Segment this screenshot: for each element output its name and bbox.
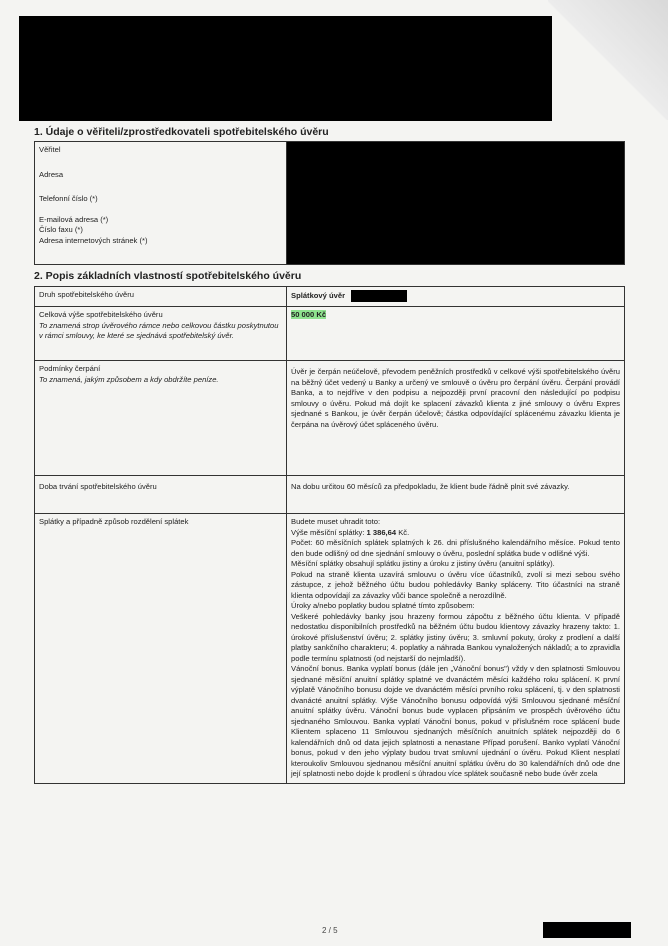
row-celkova <box>35 307 625 361</box>
label-telefon: Telefonní číslo (*) <box>39 194 98 203</box>
section1-heading: 1. Údaje o věřiteli/zprostředkovateli spotřebitelského úvěru <box>34 126 329 138</box>
row-doba-label: Doba trvání spotřebitelského úvěru <box>35 476 287 514</box>
page-fold <box>548 0 668 120</box>
redacted-header <box>19 16 552 121</box>
section2-table <box>34 286 625 784</box>
row-podminky-label-cell <box>35 361 287 476</box>
redacted-product <box>351 290 407 302</box>
row-celkova-label-cell <box>35 307 287 361</box>
label-email: E-mailová adresa (*) <box>39 214 109 224</box>
row-podminky-label: Podmínky čerpání <box>39 364 101 373</box>
row-druh-value: Splátkový úvěr <box>291 291 346 300</box>
row-podminky <box>35 361 625 476</box>
splatky-veskere: Veškeré pohledávky banky jsou hrazeny formou zápočtu z běžného účtu klienta. V případě nedostatku disponibilních prostředků na běžném účtu budou klientovy závazky hrazeny takto: 1. úrokové příslušenství úvěru; 2. splátky jistiny úvěru; 3. smluvní pokuty, úroky z prodlení a další platby sankčního charakteru; 4. poplatky a náhrada Bankou vynaložených nákladů; a to zpravidla podle termínu splatnosti (od nejstarší do nejmladší). <box>291 611 620 663</box>
page-number: 2 / 5 <box>322 926 338 935</box>
redacted-creditor-info <box>287 142 624 264</box>
redacted-footer <box>543 922 631 938</box>
splatky-mesicni: Měsíční splátky obsahují splátku jistiny a úroku z jistiny úvěru (anuitní splátky). <box>291 559 555 568</box>
label-adresa: Adresa <box>39 169 64 179</box>
row-druh-label: Druh spotřebitelského úvěru <box>35 287 287 307</box>
row-celkova-label: Celková výše spotřebitelského úvěru <box>39 310 163 319</box>
splatky-intro: Budete muset uhradit toto: <box>291 517 381 526</box>
row-splatky-value-cell <box>287 514 625 784</box>
splatky-pocet: Počet: 60 měsíčních splátek splatných k 26. dni příslušného kalendářního měsíce. Pokud tento den bude odlišný od dne sjednání smlouvy o úvěru, poslední splátka bude v odlišné výši. <box>291 538 620 558</box>
row-celkova-value: 50 000 Kč <box>291 310 327 319</box>
splatky-uroky: Úroky a/nebo poplatky budou splatné tímto způsobem: <box>291 601 475 610</box>
splatky-vanocni: Vánoční bonus. Banka vyplatí bonus (dále jen „Vánoční bonus") vždy v den splatnosti Smlouvou sjednané měsíční anuitní splátky splatné ve dvanáctém měsíci každého roku splácení. K první výplatě Vánočního bonusu dojde ve dvanáctém měsíci prvního roku splácení, tj. v den splatnosti dvanácté anuitní splátky. Výše Vánočního bonusu odpovídá výši Smlouvou sjednané měsíční anuitní splátky úvěru. Vánoční bonus bude vyplacen připsáním ve prospěch úvěrového účtu sjednaného Smlouvou. Banka vyplatí Vánoční bonus, pokud v příslušném roce splácení bude Klientem splaceno 11 Smlouvou sjednaných měsíčních anuitních splátek nejpozději do 6 kalendářních dnů od data jejich splatnosti a nenastane Případ porušení. Banko vyplatí Vánoční bonus, pokud v den jeho výplaty budou trvat smluvní ujednání o úvěru. Pokud Klient nesplatí kteroukoliv Smlouvou sjednanou měsíční anuitní splátku úvěru do 30 kalendářních dnů ode dne její splatnosti nebo dojde k prodlení s úhradou více splátek současně nebo bude úvěr zcela <box>291 664 620 778</box>
label-fax: Číslo faxu (*) <box>39 225 83 234</box>
splatky-pokud: Pokud na straně klienta uzavírá smlouvu o úvěru více účastníků, zvolí si mezi sebou svého zástupce, z jehož běžného účtu budou pohledávky Banky spláceny. Tito účastníci na straně klienta odpovídají za závazky vůči bance společně a nerozdílně. <box>291 569 620 600</box>
splatky-vyse: Výše měsíční splátky: 1 386,64 Kč. <box>291 527 410 537</box>
creditor-values-cell <box>287 142 625 265</box>
label-veritel: Věřitel <box>39 145 61 154</box>
section1-table <box>34 141 625 265</box>
row-splatky <box>35 514 625 784</box>
splatky-vyse-value: 1 386,64 <box>366 527 397 537</box>
row-celkova-value-cell <box>287 307 625 361</box>
row-podminky-note: To znamená, jakým způsobem a kdy obdržíte peníze. <box>39 374 219 384</box>
section2-heading: 2. Popis základních vlastností spotřebitelského úvěru <box>34 270 302 282</box>
creditor-labels-cell <box>35 142 287 265</box>
label-web: Adresa internetových stránek (*) <box>39 235 148 245</box>
row-druh-value-cell <box>287 287 625 307</box>
row-doba <box>35 476 625 514</box>
row-doba-value: Na dobu určitou 60 měsíců za předpokladu, že klient bude řádně plnit své závazky. <box>287 476 625 514</box>
row-celkova-note: To znamená strop úvěrového rámce nebo celkovou částku poskytnutou v rámci smlouvy, ke které se sjednává spotřebitelský úvěr. <box>39 320 279 340</box>
row-druh <box>35 287 625 307</box>
row-splatky-label: Splátky a případně způsob rozdělení splátek <box>35 514 287 784</box>
row-podminky-value: Úvěr je čerpán neúčelově, převodem peněžních prostředků v celkové výši spotřebitelského úvěru na běžný účet vedený u Banky a určený ve smlouvě o úvěru pro čerpání úvěru. Čerpání provádí Banka, a to nejdříve v den podpisu a nejpozději první pracovní den následující po podpisu smlouvy o úvěru. Pokud má dojít ke splacení závazků klienta z jiné smlouvy o úvěru Expres sjednané s Bankou, je úvěr čerpán účelově; částka odpovídající splácenému závazku klienta je čerpána na úvěrový účet spláceného úvěru. <box>287 361 625 476</box>
